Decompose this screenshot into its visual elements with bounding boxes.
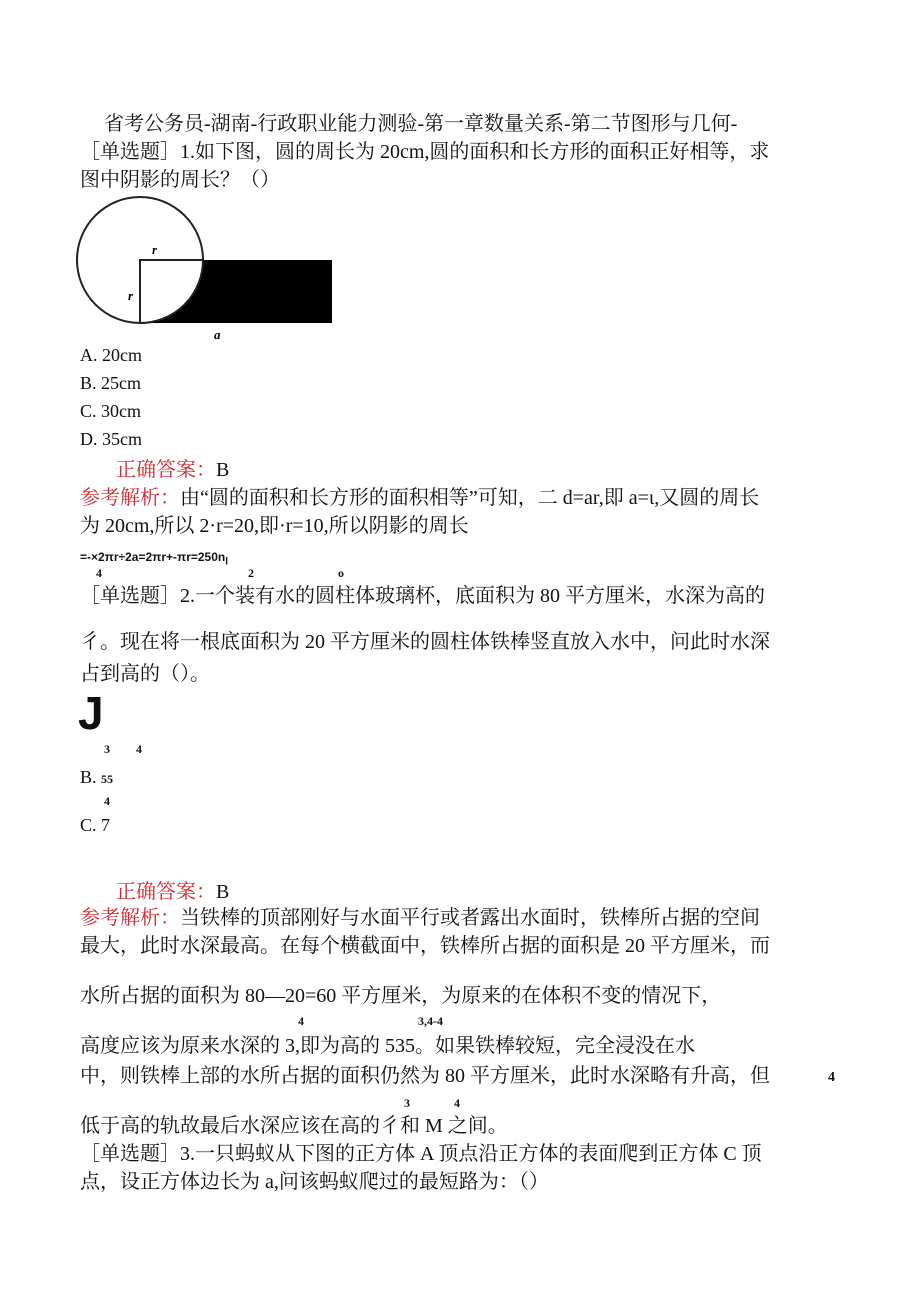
q2-analysis-line1	[80, 906, 760, 930]
q1-formula	[80, 550, 228, 567]
q1-analysis-line2: 为 20cm,所以 2·r=20,即·r=10,所以阴影的周长	[80, 515, 469, 537]
q2-answer	[116, 880, 229, 904]
label-r-top: r	[152, 242, 158, 257]
q1-option-a: A. 20cm	[80, 345, 142, 365]
q1-formula-mark-1: 4	[96, 566, 102, 580]
q2-analysis-label: 参考解析：	[80, 907, 180, 929]
q1-circle-rectangle-figure	[76, 196, 338, 344]
q2-analysis-mark-4: 4	[298, 1014, 304, 1028]
q2-stem-line1: ［单选题］2.一个装有水的圆柱体玻璃杯，底面积为 80 平方厘米，水深为高的	[80, 585, 765, 607]
label-r-left: r	[128, 288, 134, 303]
q1-formula-mark-3: o	[338, 566, 344, 580]
q2-analysis-text1: 当铁棒的顶部刚好与水面平行或者露出水面时，铁棒所占据的空间	[180, 907, 760, 929]
q2-analysis-line4: 高度应该为原来水深的 3,即为高的 535。如果铁棒较短，完全浸没在水	[80, 1035, 695, 1057]
q1-option-b: B. 25cm	[80, 373, 141, 393]
label-a: a	[214, 327, 221, 342]
q2-mark-3: 3	[104, 742, 110, 756]
q1-analysis-line1	[80, 486, 759, 510]
q1-analysis-text1: 由“圆的面积和长方形的面积相等”可知，二 d=ar,即 a=ι,又圆的周长	[180, 487, 760, 509]
q1-option-d: D. 35cm	[80, 429, 142, 449]
q1-stem-line1: ［单选题］1.如下图，圆的周长为 20cm,圆的面积和长方形的面积正好相等，求	[80, 141, 770, 163]
q1-answer-label: 正确答案：	[116, 459, 216, 481]
q2-stem-line2: 彳。现在将一根底面积为 20 平方厘米的圆柱体铁棒竖直放入水中，问此时水深	[80, 631, 770, 653]
q2-analysis-mark-4b: 4	[454, 1096, 460, 1110]
q2-analysis-mark-3b: 3	[404, 1096, 410, 1110]
q1-stem-line2: 图中阴影的周长？（）	[80, 169, 280, 191]
q3-stem-line2: 点，设正方体边长为 a,问该蚂蚁爬过的最短路为：（）	[80, 1171, 549, 1193]
q1-formula-mark-2: 2	[248, 566, 254, 580]
q2-analysis-line6: 低于高的轨故最后水深应该在高的彳和 M 之间。	[80, 1115, 508, 1137]
q2-answer-value: B	[216, 881, 230, 903]
q2-analysis-line5: 中，则铁棒上部的水所占据的面积仍然为 80 平方厘米，此时水深略有升高，但	[80, 1065, 770, 1087]
q2-analysis-mark-right: 4	[828, 1070, 835, 1085]
q1-answer	[116, 458, 229, 482]
q1-formula-text: =-×2πr÷2a=2πr+-πr=250n	[80, 550, 226, 564]
q2-mark-4: 4	[136, 742, 142, 756]
q2-option-a-glyph: J	[78, 687, 104, 739]
q2-analysis-mark-34: 3,4-4	[418, 1014, 443, 1028]
q2-option-b-value: 55	[101, 772, 114, 786]
q2-option-b-letter: B.	[80, 767, 97, 787]
q2-option-c-mark: 4	[104, 794, 110, 808]
q2-option-c: C. 7	[80, 815, 111, 835]
q1-option-c: C. 30cm	[80, 401, 141, 421]
q2-answer-label: 正确答案：	[116, 881, 216, 903]
q2-stem-line3: 占到高的（）。	[80, 663, 210, 685]
q1-answer-value: B	[216, 459, 230, 481]
q1-formula-sub: l	[225, 556, 229, 568]
q3-stem-line1: ［单选题］3.一只蚂蚁从下图的正方体 A 顶点沿正方体的表面爬到正方体 C 顶	[80, 1143, 762, 1165]
q1-analysis-label: 参考解析：	[80, 487, 180, 509]
q2-analysis-line2: 最大，此时水深最高。在每个横截面中，铁棒所占据的面积是 20 平方厘米，而	[80, 935, 770, 957]
q2-option-b	[80, 766, 113, 790]
document-title: 省考公务员-湖南-行政职业能力测验-第一章数量关系-第二节图形与几何-	[104, 113, 738, 135]
q2-analysis-line3: 水所占据的面积为 80—20=60 平方厘米，为原来的在体积不变的情况下，	[80, 985, 722, 1007]
